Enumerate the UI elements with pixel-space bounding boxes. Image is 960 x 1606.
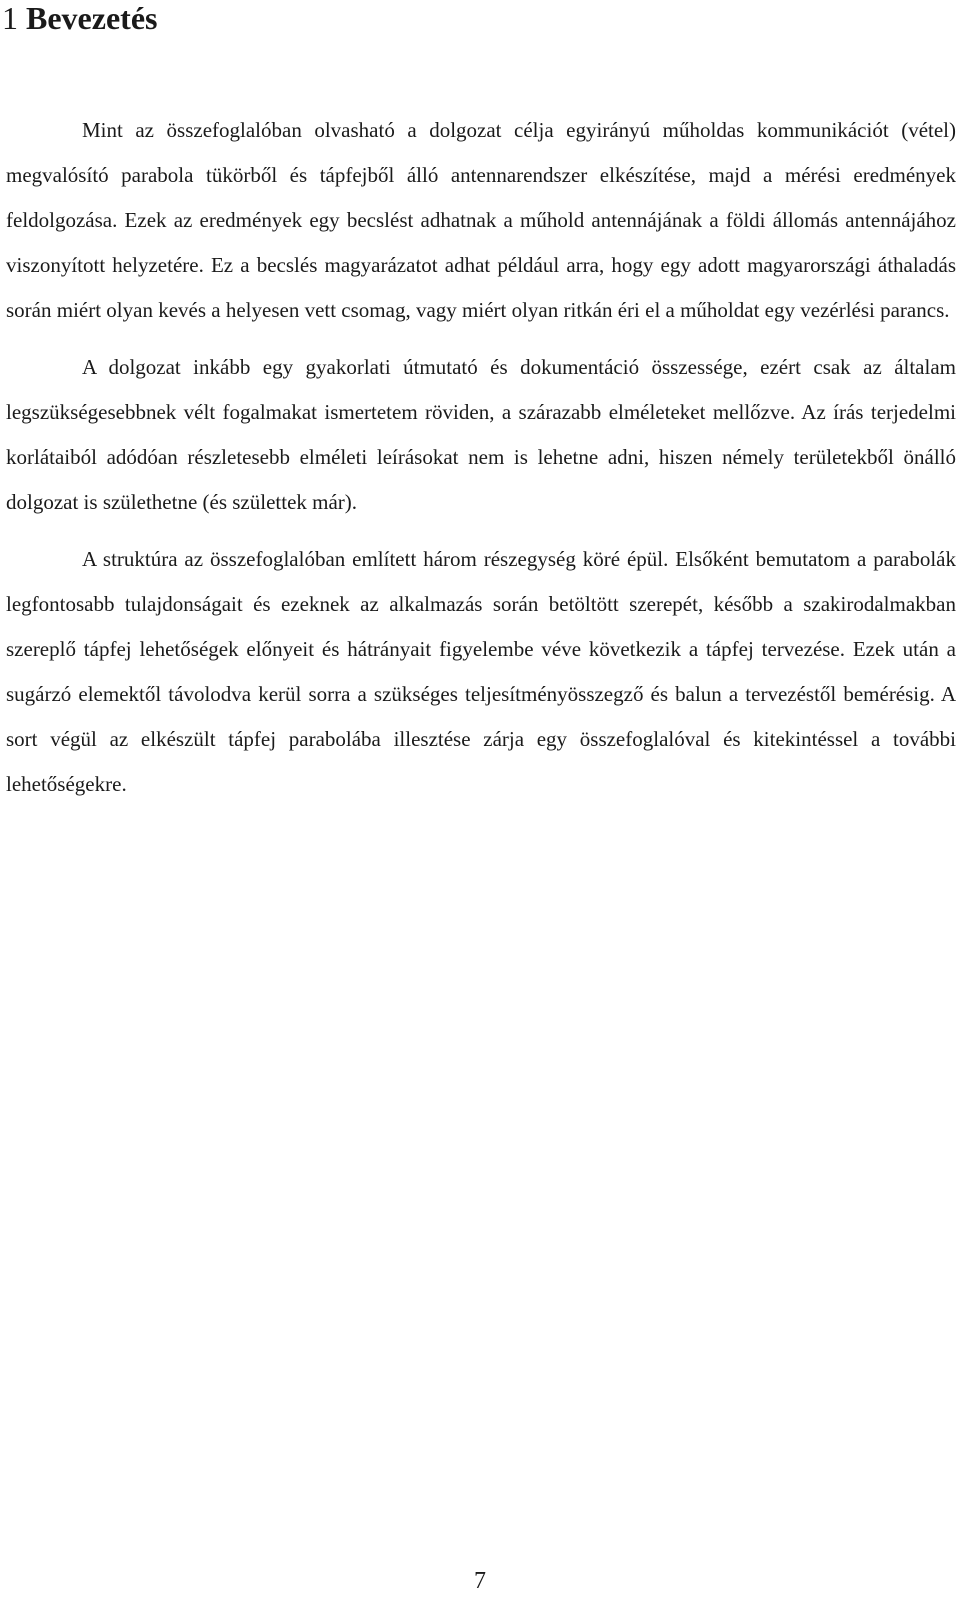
paragraph-3: A struktúra az összefoglalóban említett három részegység köré épül. Elsőként bemutatom a parabolák legfontosabb tulajdonságait és ezeknek az alkalmazás során betöltött szerepét, később a szakirodalmakban szereplő tápfej lehetőségek előnyeit és hátrányait figyelembe véve következik a tápfej tervezése. Ezek után a sugárzó elemektől távolodva kerül sorra a szükséges teljesítményösszegző és balun a tervezéstől bemérésig. A sort végül az elkészült tápfej parabolába illesztése zárja egy összefoglalóval és kitekintéssel a további lehetőségekre. xyxy=(6,547,956,796)
body-text xyxy=(6,108,956,819)
chapter-title: Bevezetés xyxy=(26,0,158,36)
chapter-number: 1 xyxy=(2,0,18,36)
paragraph-1: Mint az összefoglalóban olvasható a dolgozat célja egyirányú műholdas kommunikációt (vétel) megvalósító parabola tükörből és tápfejből álló antennarendszer elkészítése, majd a mérési eredmények feldolgozása. Ezek az eredmények egy becslést adhatnak a műhold antennájának a földi állomás antennájához viszonyított helyzetére. Ez a becslés magyarázatot adhat például arra, hogy egy adott magyarországi áthaladás során miért olyan kevés a helyesen vett csomag, vagy miért olyan ritkán éri el a műholdat egy vezérlési parancs. xyxy=(6,118,956,322)
chapter-heading xyxy=(2,0,157,36)
page-number: 7 xyxy=(474,1568,486,1594)
paragraph-2: A dolgozat inkább egy gyakorlati útmutató és dokumentáció összessége, ezért csak az általam legszükségesebbnek vélt fogalmakat ismertetem röviden, a szárazabb elméleteket mellőzve. Az írás terjedelmi korlátaiból adódóan részletesebb elméleti leírásokat nem is lehetne adni, hiszen némely területekből önálló dolgozat is születhetne (és születtek már). xyxy=(6,355,956,514)
